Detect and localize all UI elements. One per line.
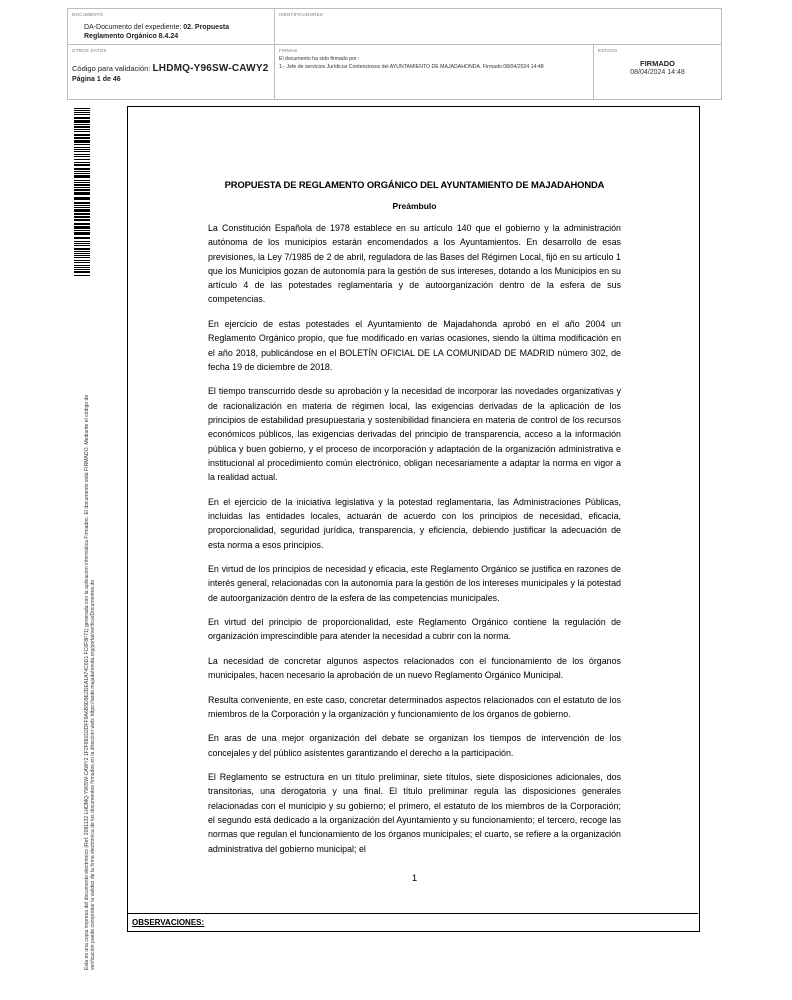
firmas-cell: [275, 45, 594, 99]
estado-label: ESTADO: [598, 48, 618, 53]
otros-datos-label: OTROS DATOS: [72, 48, 107, 53]
documento-line1-prefix: DA-Documento del expediente:: [84, 24, 184, 31]
paragraph: En aras de una mejor organización del debate se organizan los tiempos de intervención de los concejales y del público asistentes garantizando el derecho a la participación.: [208, 733, 621, 758]
page-count: Página 1 de 46: [72, 76, 121, 83]
codigo-value: LHDMQ-Y96SW-CAWY2: [152, 63, 269, 74]
paragraph: En el ejercicio de la iniciativa legislativa y la potestad reglamentaria, las Administraciones Públicas, incluidas las entidades locales, actuarán de acuerdo con los principios de necesidad, eficacia, proporcionalidad, seguridad jurídica, transparencia, y eficiencia, debiendo justificar la adecuación de esta norma a esos principios.: [208, 496, 621, 550]
documento-line2: Reglamento Orgánico 8.4.24: [84, 33, 179, 40]
documento-cell: [68, 9, 275, 45]
document-metadata-header: [67, 8, 722, 100]
paragraph: La necesidad de concretar algunos aspectos relacionados con el funcionamiento de los órganos municipales, hacen necesario la aprobación de un nuevo Reglamento Orgánico Municipal.: [208, 655, 621, 681]
document-title: PROPUESTA DE REGLAMENTO ORGÁNICO DEL AYUNTAMIENTO DE MAJADAHONDA: [224, 179, 605, 190]
page-number: 1: [411, 873, 418, 884]
firmas-label: FIRMAS: [279, 48, 298, 53]
paragraph: En ejercicio de estas potestades el Ayuntamiento de Majadahonda aprobó en el año 2004 un Reglamento Orgánico propio, que fue modificado en varias ocasiones, siendo la última modificación en el año 2018, publicándose en el BOLETÍN OFICIAL DE LA COMUNIDAD DE MADRID número 302, de fecha 19 de diciembre de 2018.: [208, 318, 621, 372]
verification-margin-text: [84, 270, 97, 970]
document-page-frame: [127, 106, 700, 932]
observaciones-label: OBSERVACIONES:: [132, 918, 205, 927]
estado-value: FIRMADO: [640, 59, 675, 68]
observaciones-divider: [128, 913, 698, 914]
identificadores-cell: [275, 9, 721, 45]
margin-line-1: Esta es una copia impresa del documento electrónico (Ref: 2091132 LHDMQ-Y96SW-CAWY2 1F2F891D2DFF9A6B6D9E2DEA1A74C6D1 FC0F8F71) generada con la aplicación informática Firmadoc. El documento está FIRMADO. Mediante el código de: [84, 394, 90, 970]
document-body: [208, 221, 621, 866]
barcode: [74, 108, 90, 276]
margin-line-2: verificación puede comprobar la validez de la firma electrónica de los documentos firmados en la dirección web: https://sede.majadahonda.org/portal/verificarDocumentos.do: [90, 579, 97, 970]
section-heading: Preámbulo: [392, 201, 437, 211]
paragraph: En virtud del principio de proporcionalidad, este Reglamento Orgánico contiene la regulación de organización imprescindible para atender la necesidad a cubrir con la norma.: [208, 617, 621, 642]
estado-cell: [594, 45, 721, 99]
paragraph: La Constitución Española de 1978 establece en su artículo 140 que el gobierno y la administración autónoma de los municipios estarán encomendados a los Ayuntamientos. En desarrollo de esas previsiones, la Ley 7/1985 de 2 de abril, reguladora de las Bases del Régimen Local, fijó en su artículo 1 que los Municipios gozan de autonomía para la gestión de sus intereses, dotando a los Municipios en su artículo 4 de las potestades reglamentaria y de autoorganización dentro de la esfera de sus competencias.: [208, 223, 621, 305]
firmas-line1: El documento ha sido firmado por :: [279, 56, 360, 62]
documento-value: [84, 23, 269, 41]
paragraph: Resulta conveniente, en este caso, concretar determinados aspectos relacionados con el estatuto de los miembros de la Corporación y la organización y funcionamiento de los órganos de gobierno.: [208, 694, 621, 719]
validation-code: [72, 63, 268, 74]
documento-line1-bold: 02. Propuesta: [183, 24, 230, 31]
codigo-label: Código para validación:: [72, 64, 153, 73]
paragraph: En virtud de los principios de necesidad y eficacia, este Reglamento Orgánico se justifica en razones de interés general, relacionadas con la autonomía para la gestión de los intereses municipales y la potestad de autoorganización dentro de la esfera de las competencias municipales.: [208, 563, 621, 603]
otros-datos-cell: [68, 45, 275, 99]
identificadores-label: IDENTIFICADORES: [279, 12, 324, 17]
documento-label: DOCUMENTO: [72, 12, 104, 17]
paragraph: El tiempo transcurrido desde su aprobación y la necesidad de incorporar las novedades organizativas y de racionalización en materia de régimen local, las exigencias derivadas de la aplicación de los principios de estabilidad presupuestaria y sostenibilidad financiera en materia de control de los recursos económicos públicos, las exigencias derivadas del principio de transparencia, acceso a la información pública y buen gobierno, y el proceso de incorporación y adaptación de la organización administrativa e institucional al procedimiento común electrónico, obligan necesariamente a adaptar la norma en vigor a la realidad actual.: [208, 386, 621, 483]
firmas-line2: 1.- Jefe de servicios Jurídicos Contenciosos del AYUNTAMIENTO DE MAJADAHONDA. Firmado 08/04/2024 14:48: [279, 64, 544, 70]
paragraph: El Reglamento se estructura en un título preliminar, siete títulos, siete disposiciones adicionales, dos transitorias, una derogatoria y una final. El título preliminar regula las disposiciones generales relacionadas con el municipio y su gobierno; el primero, el estatuto de los miembros de la Corporación; el segundo está dedicado a la organización del Ayuntamiento y su funcionamiento; el tercero, recoge las normas que regulan el funcionamiento de los órganos municipales; el cuarto, se refiere a la organización administrativa del gobierno municipal; el: [208, 772, 621, 854]
estado-date: 08/04/2024 14:48: [630, 69, 685, 76]
